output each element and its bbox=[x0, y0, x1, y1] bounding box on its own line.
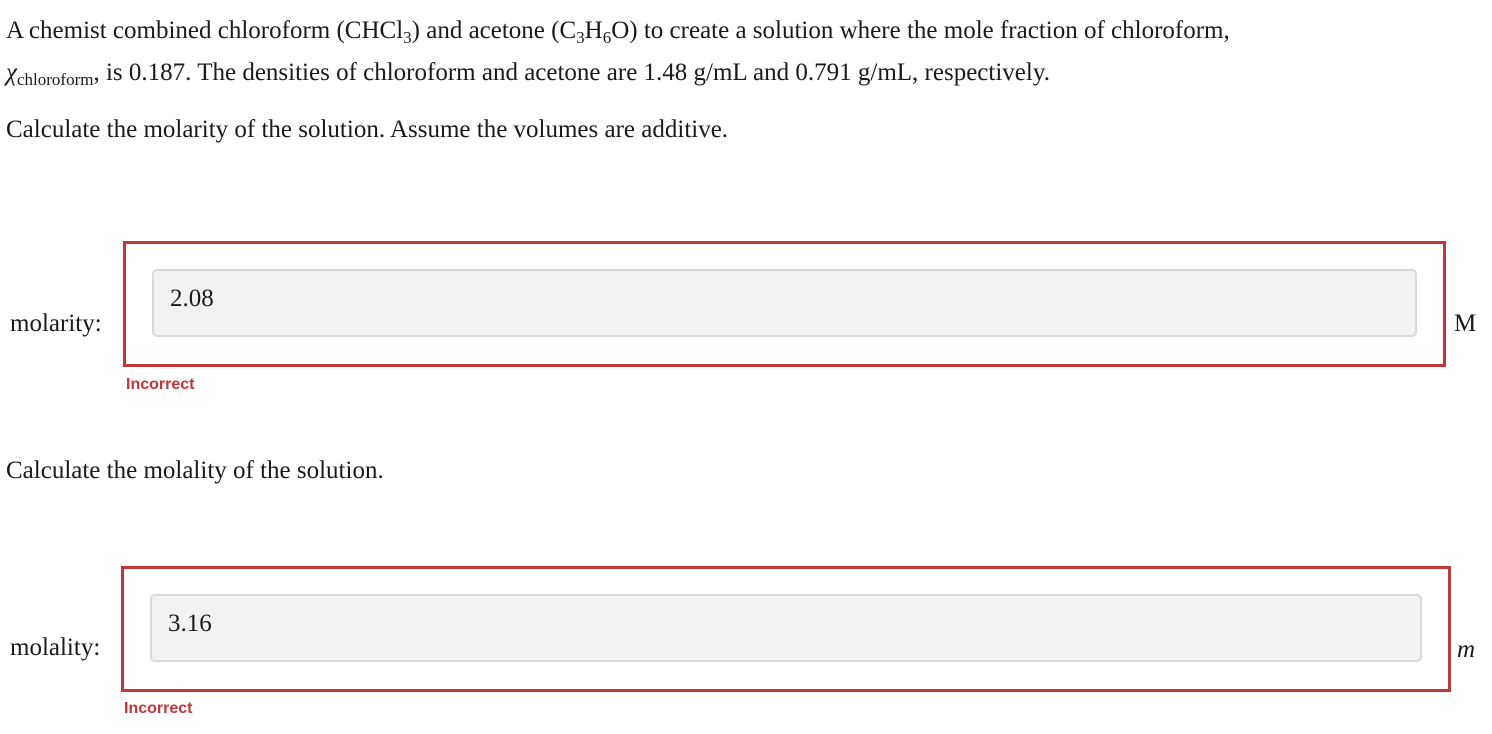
molality-unit: m bbox=[1457, 636, 1476, 663]
problem-statement bbox=[6, 10, 1476, 94]
molarity-label: molarity: bbox=[10, 310, 102, 337]
molarity-answer-row bbox=[0, 241, 1492, 367]
molality-answer-row bbox=[0, 566, 1492, 692]
molality-feedback: Incorrect bbox=[124, 700, 193, 717]
subscript: 3 bbox=[403, 28, 412, 47]
molality-prompt: Calculate the molality of the solution. bbox=[6, 457, 384, 484]
problem-text: , is 0.187. The densities of chloroform and acetone are 1.48 g/mL and 0.791 g/mL, respectively. bbox=[93, 59, 1050, 86]
molality-answer-frame bbox=[121, 566, 1451, 692]
problem-line-2 bbox=[6, 52, 1476, 94]
molarity-input[interactable] bbox=[152, 269, 1417, 337]
mole-fraction-subscript: chloroform bbox=[17, 70, 94, 89]
mole-fraction-symbol: χ bbox=[6, 59, 17, 86]
problem-text: ) and acetone (C bbox=[411, 17, 577, 44]
molality-input[interactable] bbox=[150, 594, 1422, 662]
molarity-unit: M bbox=[1454, 310, 1477, 337]
problem-text: H bbox=[584, 17, 603, 44]
subscript: 3 bbox=[576, 28, 585, 47]
molarity-answer-frame bbox=[123, 241, 1446, 367]
subscript: 6 bbox=[602, 28, 612, 47]
problem-line-1 bbox=[6, 10, 1476, 52]
problem-text: O) to create a solution where the mole fraction of chloroform, bbox=[611, 17, 1230, 44]
molarity-prompt: Calculate the molarity of the solution. Assume the volumes are additive. bbox=[6, 116, 729, 143]
problem-text: A chemist combined chloroform (CHCl bbox=[6, 17, 404, 44]
molarity-feedback: Incorrect bbox=[126, 376, 195, 393]
molality-label: molality: bbox=[10, 634, 101, 661]
